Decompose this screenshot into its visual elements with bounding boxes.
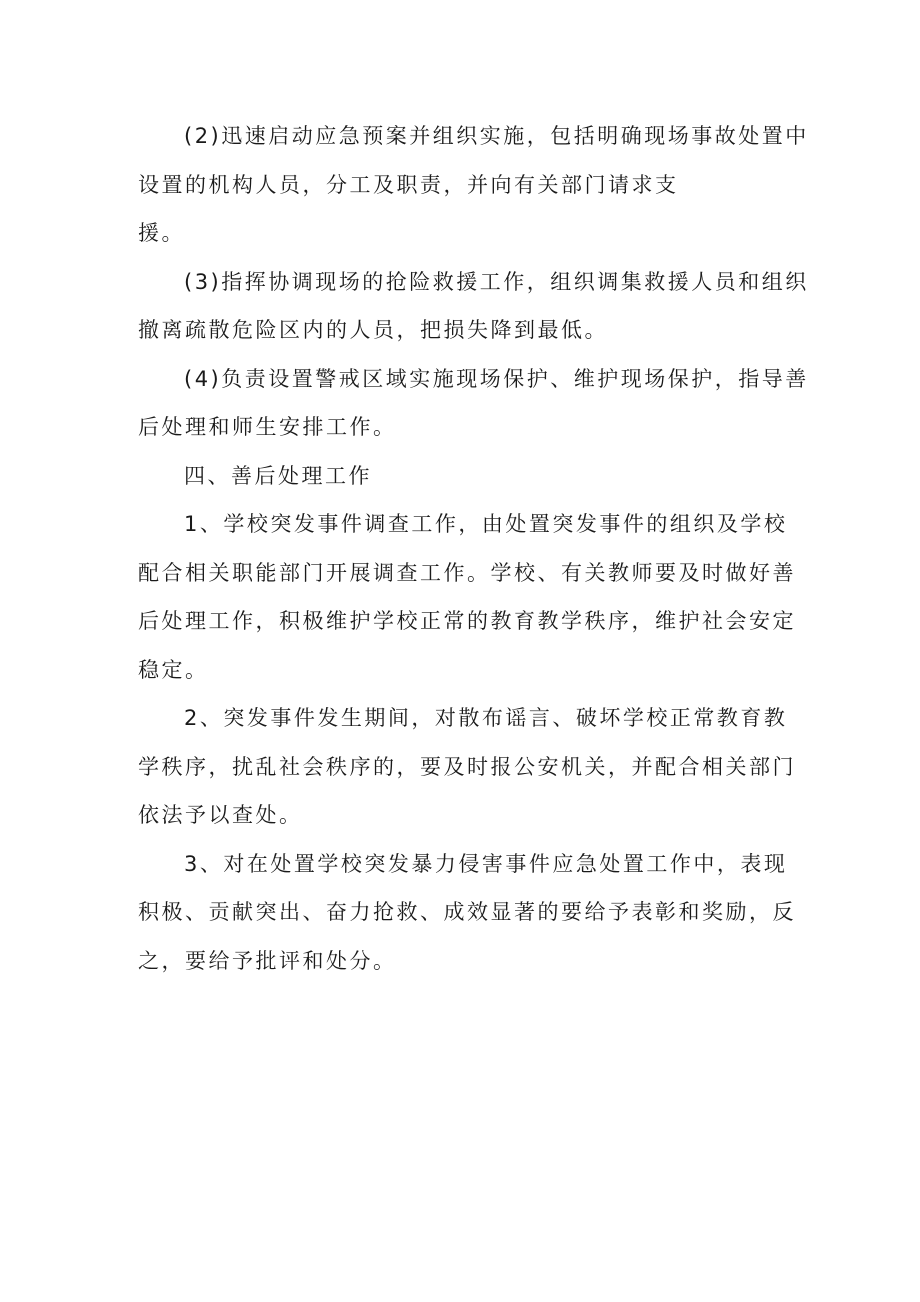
paragraph-emergency-plan: [138, 112, 809, 258]
text-line: (3)指挥协调现场的抢险救援工作，组织调集救援人员和组织: [184, 269, 809, 294]
text-line: 积极、贡献突出、奋力抢救、成效显著的要给予表彰和奖励，反: [138, 900, 796, 924]
text-line: 学秩序，扰乱社会秩序的，要及时报公安机关，并配合相关部门: [138, 754, 796, 779]
text-line: 稳定。: [138, 657, 209, 682]
text-line: 之，要给予批评和处分。: [138, 948, 397, 973]
text-line: (2)迅速启动应急预案并组织实施，包括明确现场事故处置中: [184, 124, 809, 148]
item-rewards-penalties: [138, 840, 796, 986]
text-line: 后处理和师生安排工作。: [138, 415, 397, 439]
section-heading: 四、善后处理工作: [184, 463, 372, 488]
text-line: 依法予以查处。: [138, 803, 303, 827]
text-line: 援。: [138, 221, 185, 245]
text-line: 3、对在处置学校突发暴力侵害事件应急处置工作中，表现: [184, 851, 788, 876]
text-line: 设置的机构人员，分工及职责，并向有关部门请求支: [138, 172, 679, 197]
text-line: (4)负责设置警戒区域实施现场保护、维护现场保护，指导善: [184, 366, 809, 391]
text-line: 撤离疏散危险区内的人员，把损失降到最低。: [138, 318, 608, 342]
text-line: 1、学校突发事件调查工作，由处置突发事件的组织及学校: [184, 512, 788, 536]
document-body: [138, 112, 809, 985]
text-line: 后处理工作，积极维护学校正常的教育教学秩序，维护社会安定: [138, 609, 796, 633]
paragraph-site-protection: [138, 355, 809, 452]
item-investigation: [138, 500, 796, 694]
paragraph-rescue-coordination: [138, 258, 809, 355]
text-line: 配合相关职能部门开展调查工作。学校、有关教师要及时做好善: [138, 560, 796, 585]
item-rumor-handling: [138, 694, 796, 840]
text-line: 2、突发事件发生期间，对散布谣言、破坏学校正常教育教: [184, 706, 788, 730]
